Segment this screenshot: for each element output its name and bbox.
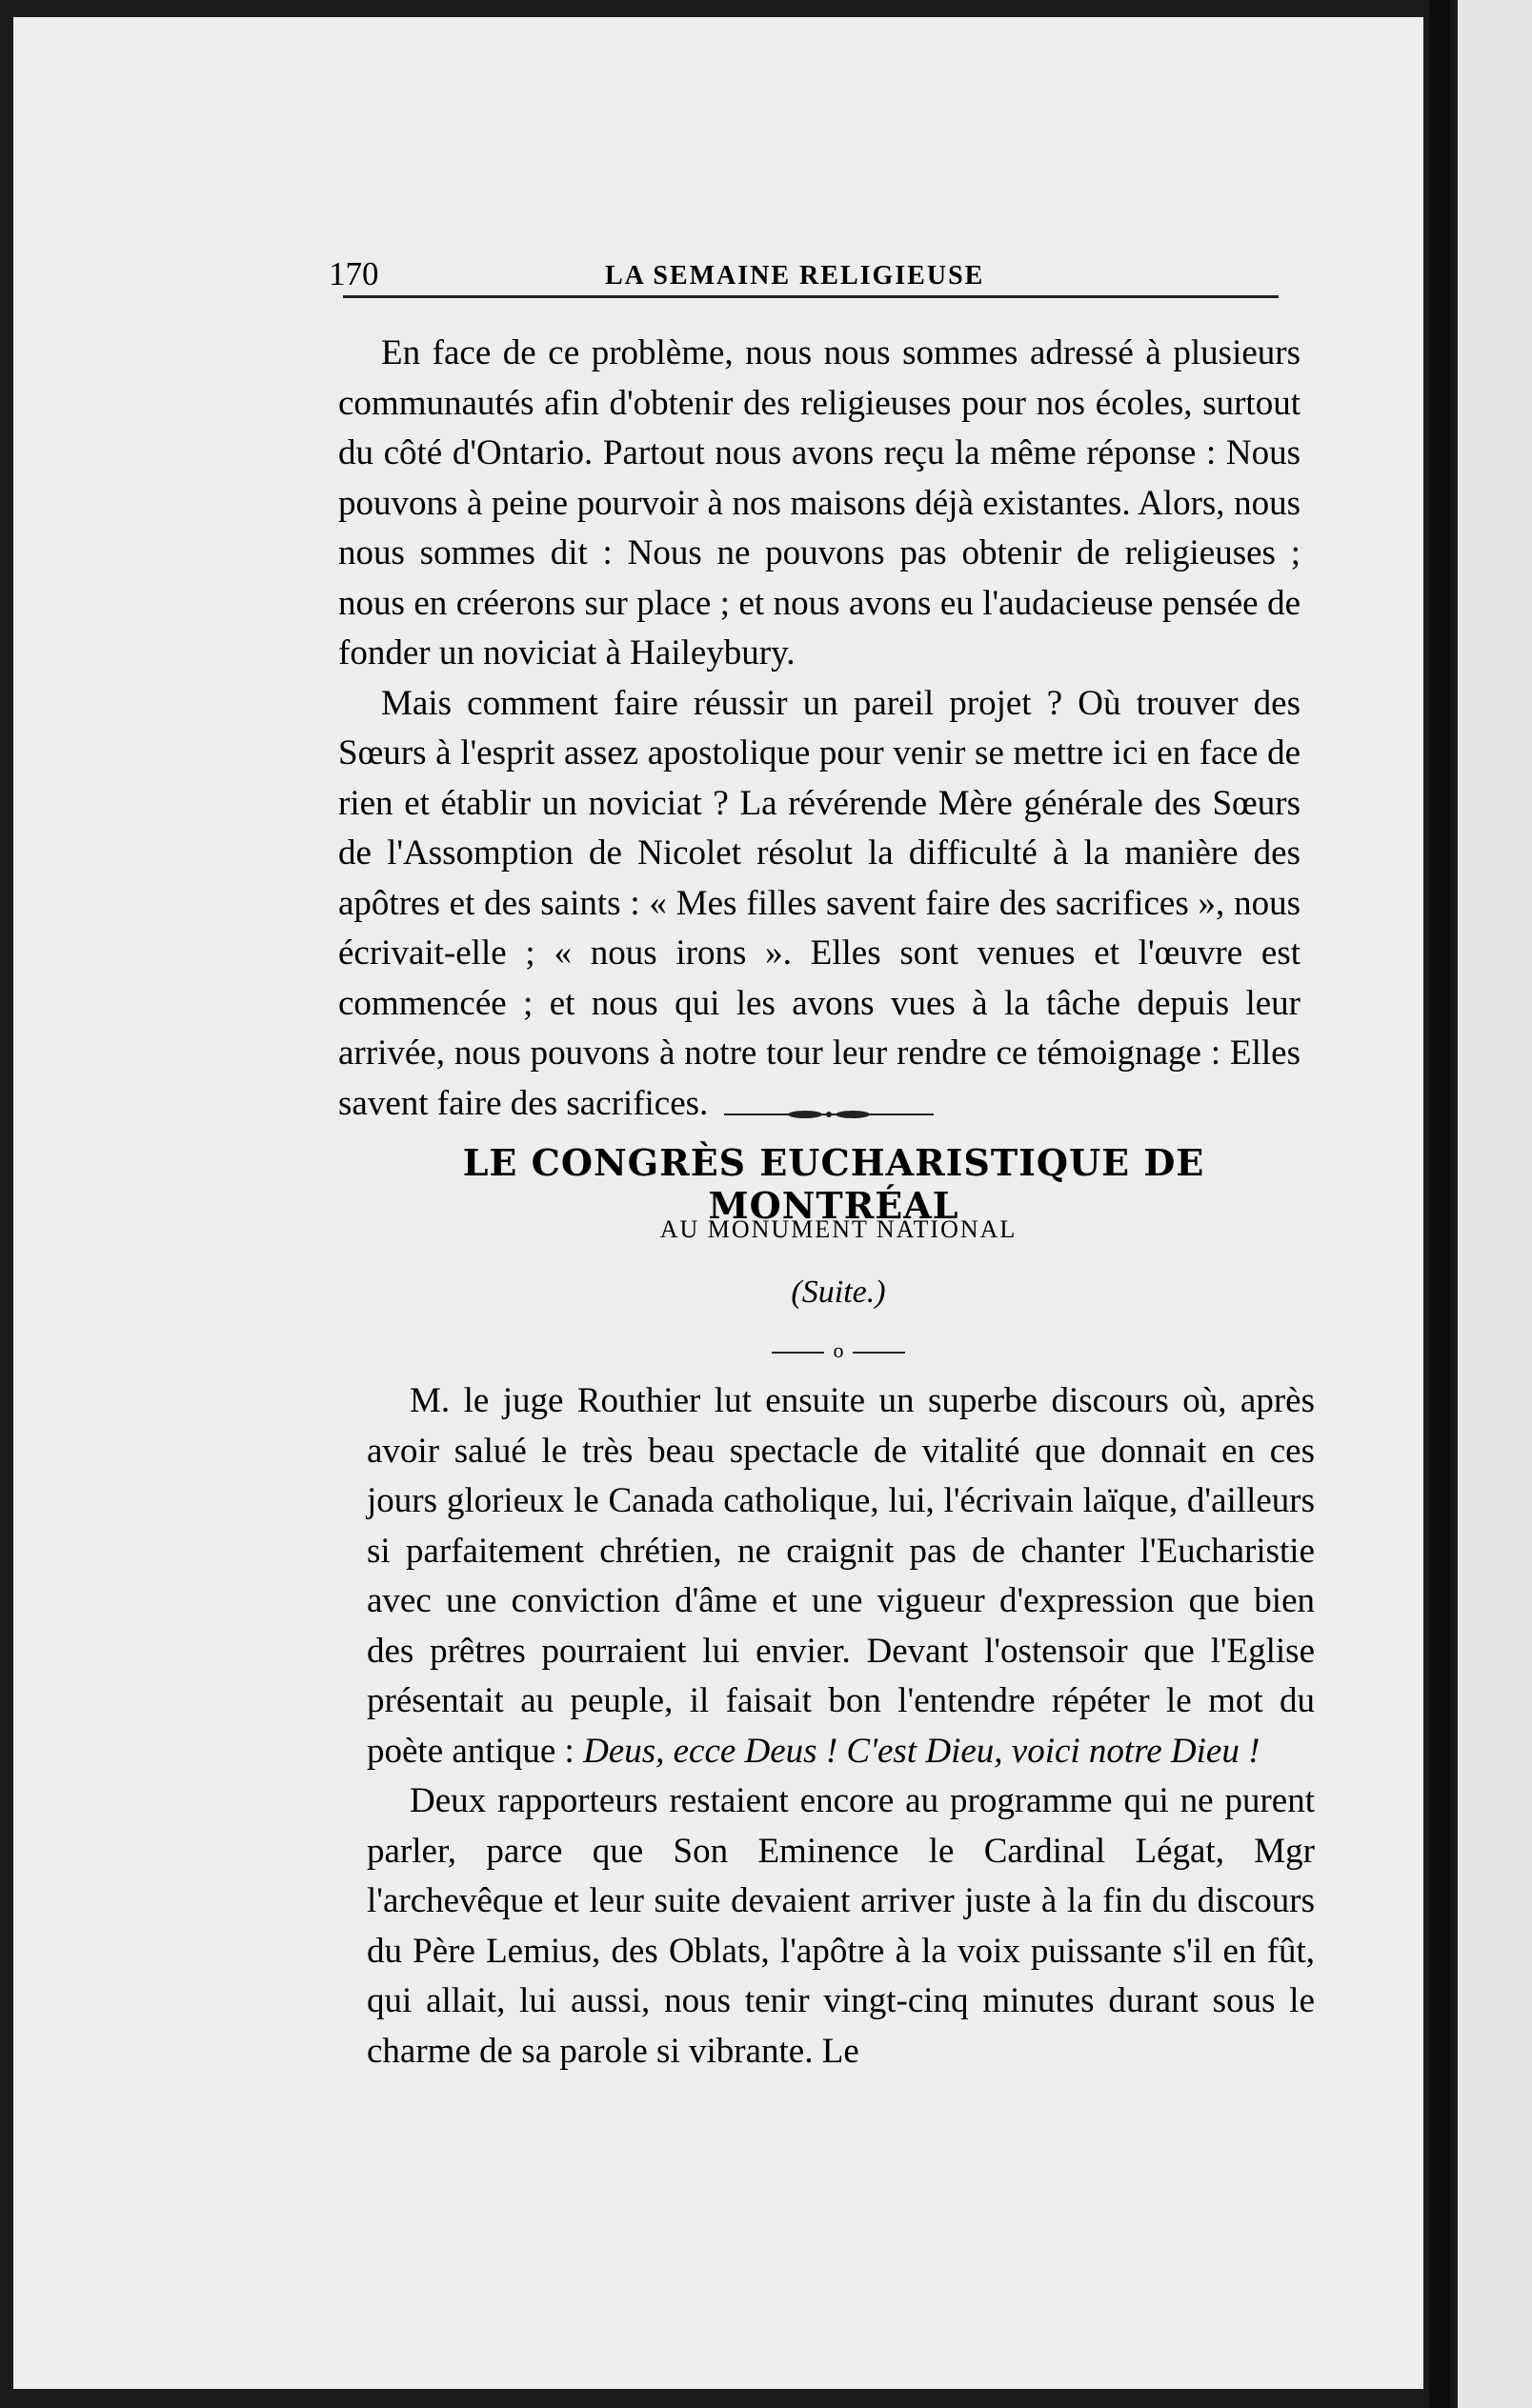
ornament-divider [724, 1105, 934, 1124]
section-title: LE CONGRÈS EUCHARISTIQUE DE MONTRÉAL [462, 1141, 1205, 1227]
page-number: 170 [329, 255, 379, 292]
text-block-bottom [367, 1376, 1315, 2077]
page-header [329, 255, 1277, 293]
small-ornament: o [762, 1338, 915, 1367]
text-block-top [338, 329, 1300, 1129]
suite-label: (Suite.) [791, 1274, 886, 1310]
paragraph: En face de ce problème, nous nous sommes adressé à plusieurs communautés afin d'obtenir des religieuses pour nos écoles, surtout du côté d'Ontario. Partout nous avons reçu la même réponse : Nous pouvons à peine pourvoir à nos maisons déjà existantes. Alors, nous nous sommes dit : Nous ne pouvons pas obtenir de religieuses ; nous en créerons sur place ; et nous avons eu l'audacieuse pensée de fonder un noviciat à Haileybury. [338, 333, 1300, 672]
header-rule [343, 295, 1279, 298]
latin-quote: Deus, ecce Deus ! C'est Dieu, voici notre Dieu ! [583, 1731, 1260, 1771]
paragraph [367, 1376, 1315, 1776]
page-gutter [1429, 0, 1450, 2408]
paragraph: Mais comment faire réussir un pareil projet ? Où trouver des Sœurs à l'esprit assez apostolique pour venir se mettre ici en face de rien et établir un noviciat ? La révérende Mère générale des Sœurs de l'Assomption de Nicolet résolut la difficulté à la manière des apôtres et des saints : « Mes filles savent faire des sacrifices », nous écrivait-elle ; « nous irons ». Elles sont venues et l'œuvre est commencée ; et nous qui les avons vues à la tâche depuis leur arrivée, nous pouvons à notre tour leur rendre ce témoignage : Elles savent faire des sacrifices. [338, 683, 1300, 1123]
section-subtitle: AU MONUMENT NATIONAL [659, 1215, 1018, 1243]
paragraph-text: M. le juge Routhier lut ensuite un superbe discours où, après avoir salué le très beau spectacle de vitalité que donnait en ces jours glorieux le Canada catholique, lui, l'écrivain laïque, d'ailleurs si parfaitement chrétien, ne craignit pas de chanter l'Eucharistie avec une conviction d'âme et une vigueur d'expression que bien des prêtres pourraient lui envier. Devant l'ostensoir que l'Eglise présentait au peuple, il faisait bon l'entendre répéter le mot du poète antique : [367, 1381, 1315, 1771]
paragraph: Deux rapporteurs restaient encore au programme qui ne purent parler, parce que Son Eminence le Cardinal Légat, Mgr l'archevêque et leur suite devaient arriver juste à la fin du discours du Père Lemius, des Oblats, l'apôtre à la voix puissante s'il en fût, qui allait, lui aussi, nous tenir vingt-cinq minutes durant sous le charme de sa parole si vibrante. Le [367, 1781, 1315, 2071]
running-title: LA SEMAINE RELIGIEUSE [605, 261, 985, 291]
next-page-edge [1458, 0, 1532, 2408]
